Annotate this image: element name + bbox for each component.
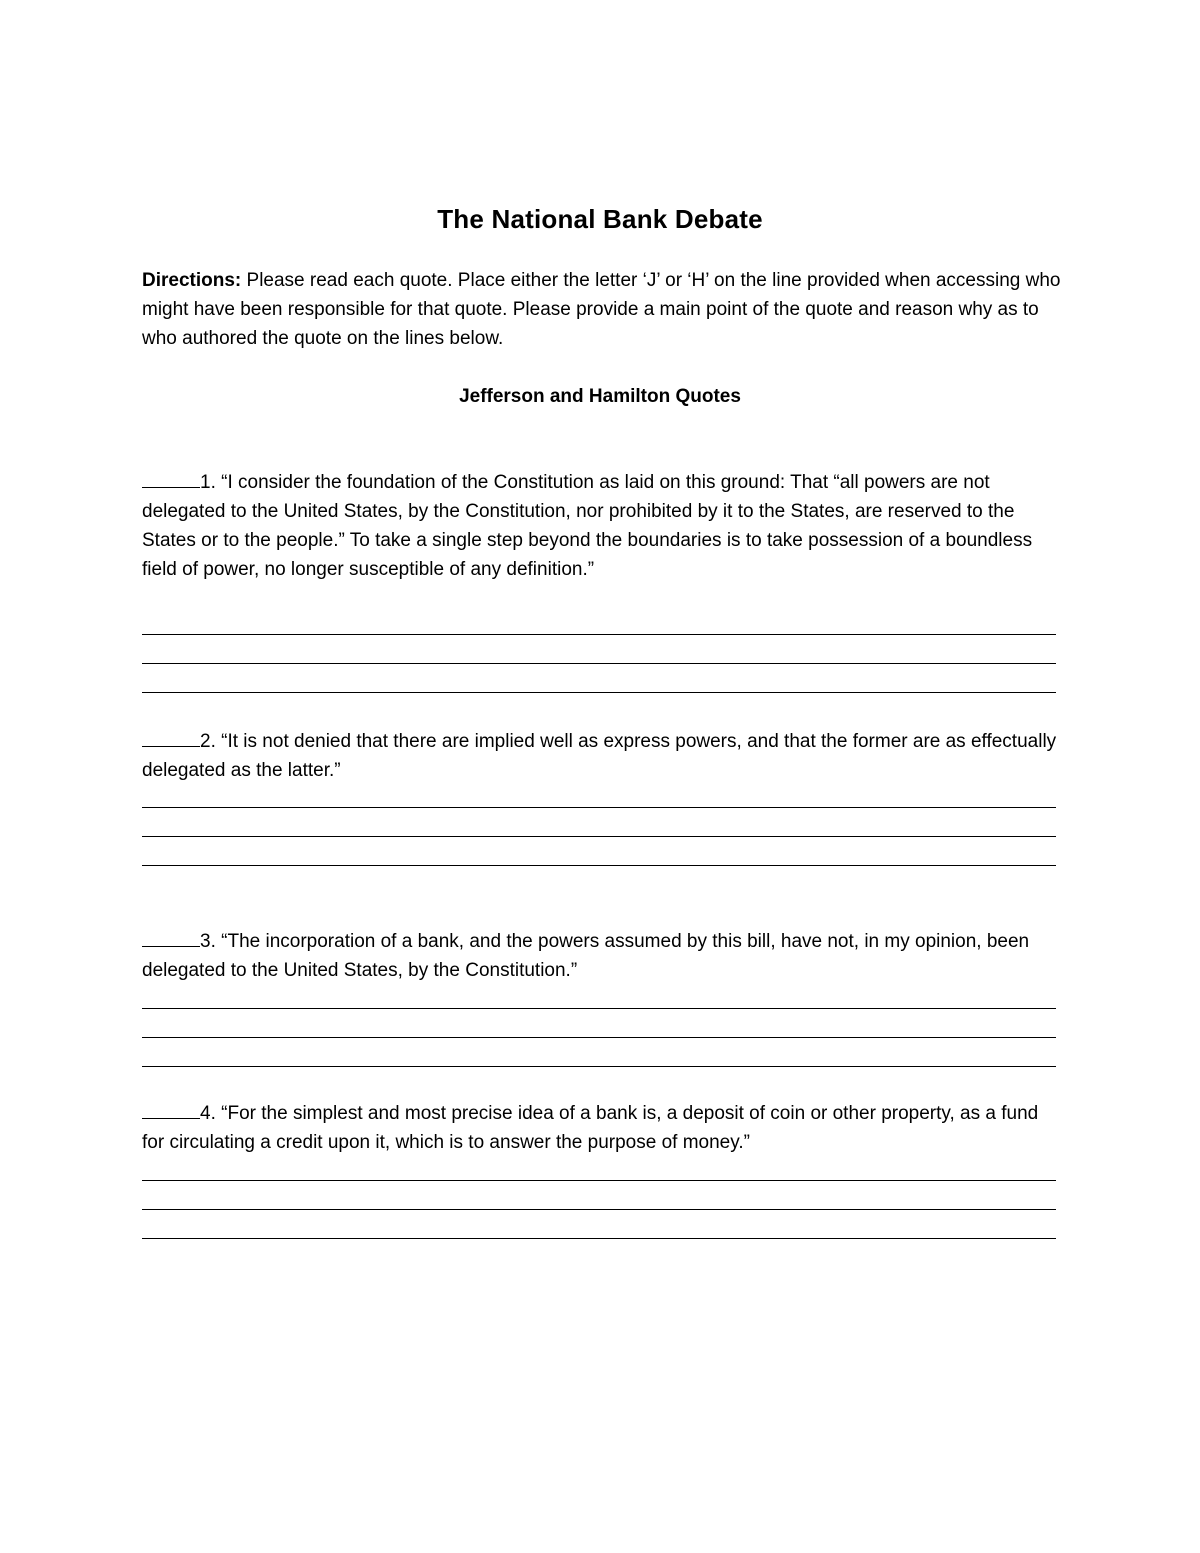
quote-1-number: 1. xyxy=(200,472,216,493)
quote-4-text: “For the simplest and most precise idea of a bank is, a deposit of coin or other property, as a fund for circulating a credit upon it, which is to answer the purpose of money.” xyxy=(142,1103,1039,1153)
quote-1-text: “I consider the foundation of the Constitution as laid on this ground: That “all powers are not delegated to the United States, by the Constitution, nor prohibited by it to the States, are reserved to the States or to the people.” To take a single step beyond the boundaries is to take possession of a boundless field of power, no longer susceptible of any definition.” xyxy=(142,472,1033,580)
quote-4-response-line-1[interactable] xyxy=(142,1180,1056,1181)
quote-3-response-line-1[interactable] xyxy=(142,1008,1056,1009)
quote-4 xyxy=(142,1099,1062,1157)
quote-4-response-line-2[interactable] xyxy=(142,1209,1056,1210)
quote-2-answer-blank[interactable] xyxy=(142,728,200,747)
quote-3-response-line-2[interactable] xyxy=(142,1037,1056,1038)
quote-2-response-line-1[interactable] xyxy=(142,807,1056,808)
quote-4-answer-blank[interactable] xyxy=(142,1100,200,1119)
quote-1 xyxy=(142,468,1062,584)
quote-3-response-line-3[interactable] xyxy=(142,1066,1056,1067)
quote-3-number: 3. xyxy=(200,931,216,952)
directions-text: Please read each quote. Place either the letter ‘J’ or ‘H’ on the line provided when accessing who might have been responsible for that quote. Please provide a main point of the quote and reason why as to who authored the quote on the lines below. xyxy=(142,270,1061,349)
quote-1-answer-blank[interactable] xyxy=(142,469,200,488)
section-subtitle: Jefferson and Hamilton Quotes xyxy=(459,386,741,407)
quote-2 xyxy=(142,727,1062,785)
quote-3 xyxy=(142,927,1062,985)
quote-2-response-line-3[interactable] xyxy=(142,865,1056,866)
quote-4-response-line-3[interactable] xyxy=(142,1238,1056,1239)
quote-1-response-line-2[interactable] xyxy=(142,663,1056,664)
quote-2-response-line-2[interactable] xyxy=(142,836,1056,837)
quote-3-text: “The incorporation of a bank, and the powers assumed by this bill, have not, in my opinion, been delegated to the United States, by the Constitution.” xyxy=(142,931,1030,981)
quote-1-response-line-3[interactable] xyxy=(142,692,1056,693)
quote-1-response-line-1[interactable] xyxy=(142,634,1056,635)
directions-label: Directions: xyxy=(142,270,242,291)
directions-paragraph xyxy=(142,266,1062,353)
page-title: The National Bank Debate xyxy=(437,204,763,234)
quote-2-text: “It is not denied that there are implied well as express powers, and that the former are as effectually delegated as the latter.” xyxy=(142,731,1057,781)
quote-4-number: 4. xyxy=(200,1103,216,1124)
quote-2-number: 2. xyxy=(200,731,216,752)
quote-3-answer-blank[interactable] xyxy=(142,928,200,947)
